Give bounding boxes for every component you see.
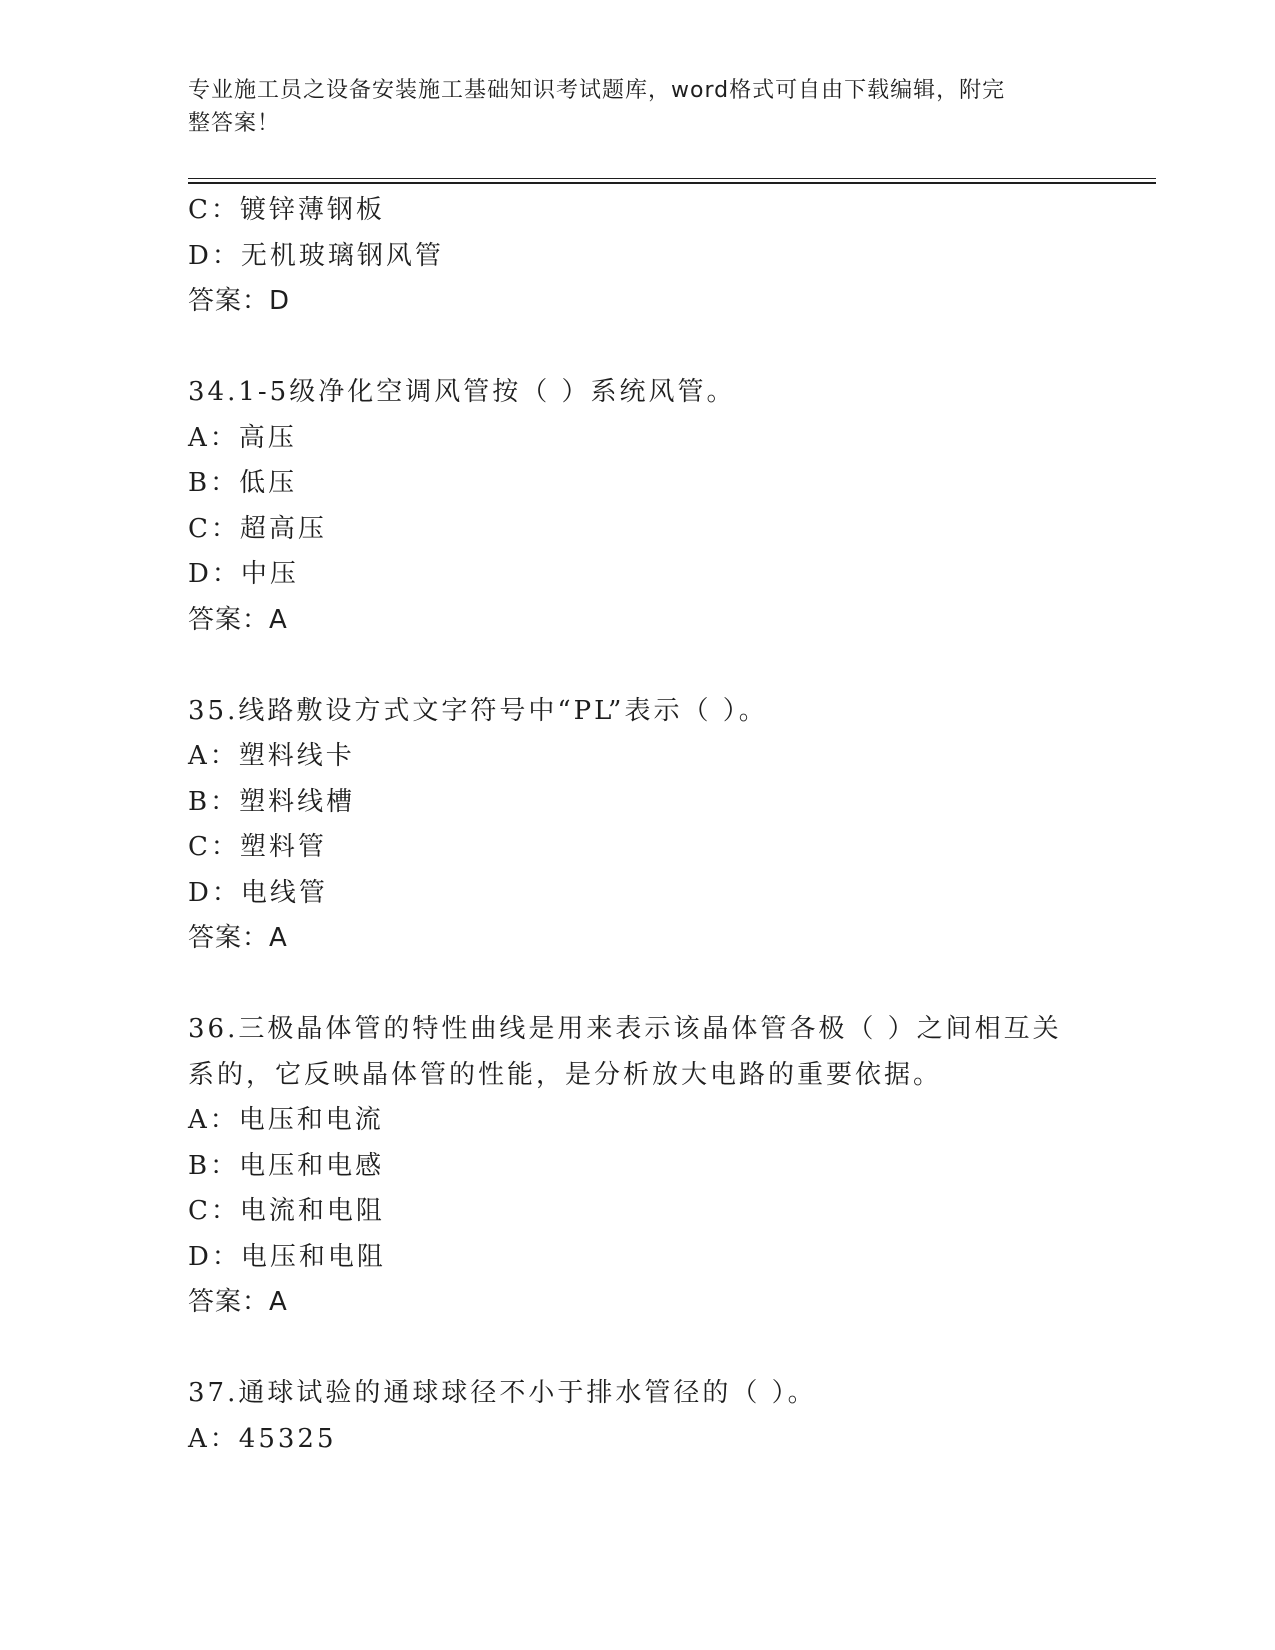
answer-line: 答案：A	[188, 1287, 288, 1317]
question-stem: 35.线路敷设方式文字符号中“PL”表示（ ）。	[188, 695, 768, 726]
option-b: B：低压	[188, 468, 298, 498]
header-line-1: 专业施工员之设备安装施工基础知识考试题库，word格式可自由下载编辑，附完	[188, 78, 1006, 103]
question-35	[188, 689, 1088, 962]
question-34	[188, 370, 1088, 643]
option-a: A：高压	[188, 422, 297, 453]
header-rule-thin	[188, 178, 1156, 179]
spacer	[188, 962, 1088, 1008]
option-c: C：镀锌薄钢板	[188, 195, 385, 225]
option-a: A：45325	[188, 1423, 337, 1454]
spacer	[188, 643, 1088, 689]
option-b: B：电压和电感	[188, 1150, 385, 1181]
answer-line: 答案：D	[188, 286, 291, 316]
question-stem-line-2: 系的，它反映晶体管的性能，是分析放大电路的重要依据。	[188, 1059, 943, 1090]
option-b: B：塑料线槽	[188, 786, 356, 817]
question-stem: 34.1-5级净化空调风管按（ ）系统风管。	[188, 377, 736, 407]
question-carryover	[188, 188, 1088, 325]
document-header	[188, 74, 1088, 140]
option-c: C：超高压	[188, 513, 327, 544]
option-a: A：塑料线卡	[188, 741, 355, 771]
option-d: D：电线管	[188, 877, 328, 908]
option-c: C：电流和电阻	[188, 1196, 385, 1226]
option-c: C：塑料管	[188, 832, 327, 862]
question-list	[188, 188, 1088, 1462]
question-stem: 37.通球试验的通球球径不小于排水管径的（ ）。	[188, 1378, 817, 1408]
question-stem-line-1: 36.三极晶体管的特性曲线是用来表示该晶体管各极（ ）之间相互关	[188, 1014, 1062, 1044]
option-d: D：中压	[188, 559, 299, 589]
header-line-2: 整答案！	[188, 111, 281, 136]
spacer	[188, 1326, 1088, 1372]
answer-line: 答案：A	[188, 604, 288, 635]
answer-line: 答案：A	[188, 923, 288, 953]
question-37	[188, 1371, 1088, 1462]
option-a: A：电压和电流	[188, 1105, 384, 1135]
question-36	[188, 1007, 1088, 1326]
option-d: D：无机玻璃钢风管	[188, 240, 444, 271]
spacer	[188, 325, 1088, 371]
header-rule-thick	[188, 182, 1156, 184]
option-d: D：电压和电阻	[188, 1241, 386, 1272]
